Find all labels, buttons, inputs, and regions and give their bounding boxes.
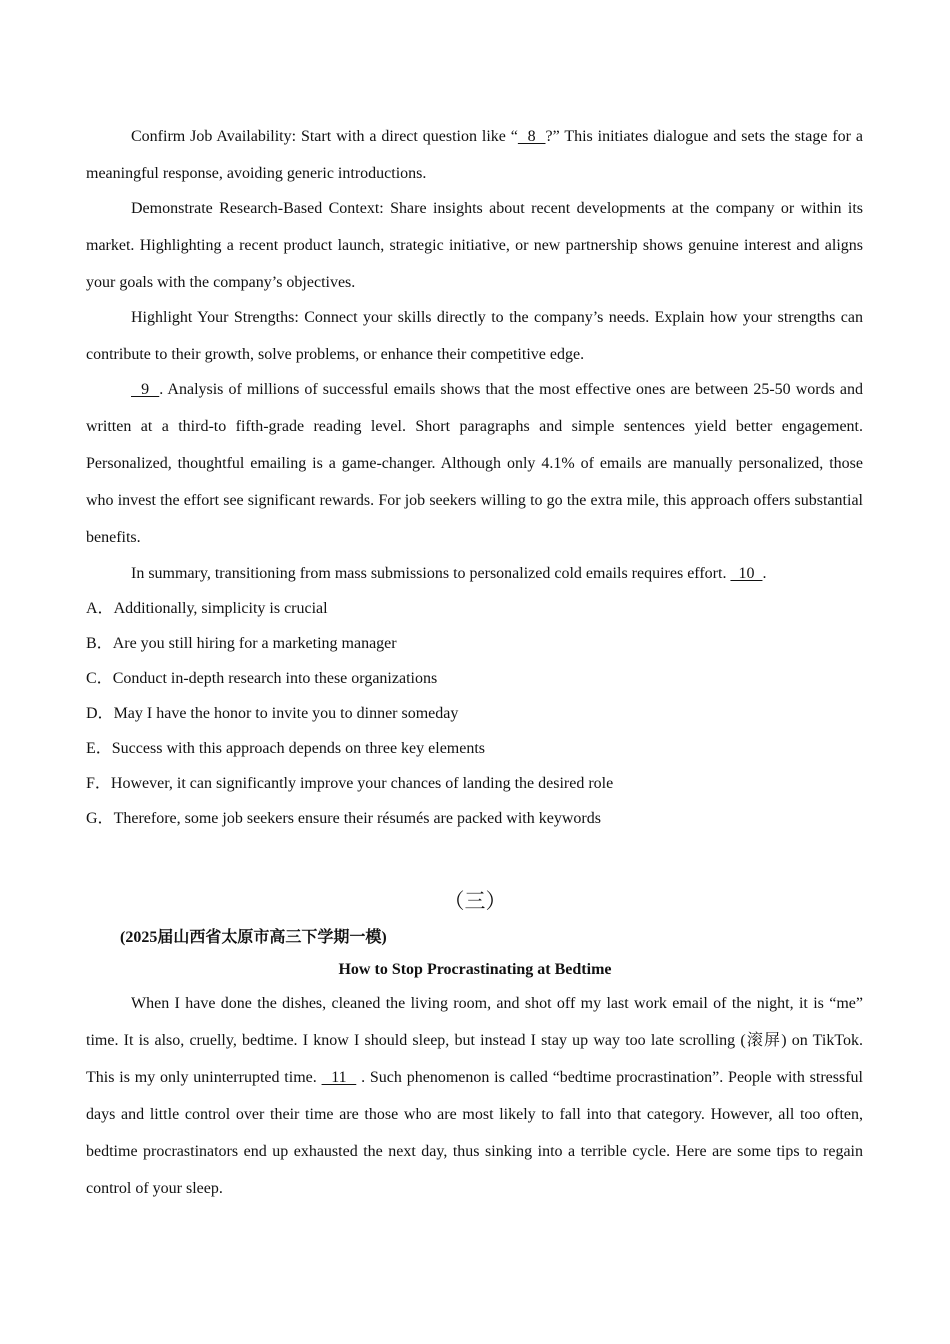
- option-letter: B．: [86, 635, 113, 652]
- blank-9: 9: [131, 381, 160, 398]
- option-letter: D．: [86, 705, 114, 722]
- option-b: [86, 634, 863, 654]
- option-g: [86, 809, 863, 829]
- paragraph-text: In summary, transitioning from mass submissions to personalized cold emails requires effort.: [131, 565, 731, 582]
- paragraph-summary: [86, 555, 863, 592]
- option-letter: F．: [86, 775, 111, 792]
- option-letter: A．: [86, 600, 114, 617]
- paragraph-text: . Such phenomenon is called “bedtime procrastination”. People with stressful days and little control over their time are those who are most likely to fall into that category. However, all too often, bedtime procrastinators end up exhausted the next day, thus sinking into a terrible cycle. Here are some tips to regain control of your sleep.: [86, 1069, 863, 1197]
- paragraph-text: . Analysis of millions of successful emails shows that the most effective ones are between 25-50 words and written at a third-to fifth-grade reading level. Short paragraphs and simple sentences yield better engagement. Personalized, thoughtful emailing is a game-changer. Although only 4.1% of emails are manually personalized, those who invest the effort see significant rewards. For job seekers willing to go the extra mile, this approach offers substantial benefits.: [86, 381, 864, 546]
- paragraph-confirm-job: [86, 118, 863, 192]
- article-title: How to Stop Procrastinating at Bedtime: [338, 961, 612, 978]
- paragraph-text: .: [762, 565, 767, 582]
- option-e: [86, 739, 863, 759]
- option-text: May I have the honor to invite you to dinner someday: [113, 705, 459, 722]
- option-letter: E．: [86, 740, 112, 757]
- option-text: Conduct in-depth research into these organizations: [112, 670, 438, 687]
- blank-10: 10: [730, 565, 763, 582]
- option-f: [86, 774, 863, 794]
- option-a: [86, 599, 863, 619]
- section-title: （三）: [443, 889, 507, 913]
- paragraph-simplicity: [86, 371, 863, 556]
- source-label: (2025届山西省太原市高三下学期一模): [120, 929, 387, 946]
- paragraph-text: Confirm Job Availability: Start with a direct question like “: [131, 128, 518, 145]
- paragraph-text: When I have done the dishes, cleaned the living room, and shot off my last work email of the night, it is “me” time. It is also, cruelly, bedtime. I know I should sleep, but instead I stay up way too late scrolling (滚屏) on TikTok. This is my only uninterrupted time.: [86, 995, 863, 1086]
- paragraph-article-intro: [86, 985, 863, 1207]
- option-text: Additionally, simplicity is crucial: [113, 600, 328, 617]
- option-c: [86, 669, 863, 689]
- blank-8: 8: [517, 128, 546, 145]
- paragraph-strengths: Highlight Your Strengths: Connect your skills directly to the company’s needs. Explain how your strengths can contribute to their growth, solve problems, or enhance their competitive edge.: [86, 309, 863, 363]
- option-letter: C．: [86, 670, 113, 687]
- option-text: Success with this approach depends on three key elements: [111, 740, 486, 757]
- blank-11: 11: [321, 1069, 357, 1086]
- option-letter: G．: [86, 810, 114, 827]
- option-text: However, it can significantly improve your chances of landing the desired role: [110, 775, 614, 792]
- option-text: Therefore, some job seekers ensure their résumés are packed with keywords: [113, 810, 601, 827]
- paragraph-research-context: Demonstrate Research-Based Context: Share insights about recent developments at the company or within its market. Highlighting a recent product launch, strategic initiative, or new partnership shows genuine interest and aligns your goals with the company’s objectives.: [86, 200, 863, 291]
- option-text: Are you still hiring for a marketing manager: [112, 635, 397, 652]
- option-d: [86, 704, 863, 724]
- paragraph-text: ?” This initiates dialogue and sets the stage for a meaningful response, avoiding generic introductions.: [86, 128, 864, 182]
